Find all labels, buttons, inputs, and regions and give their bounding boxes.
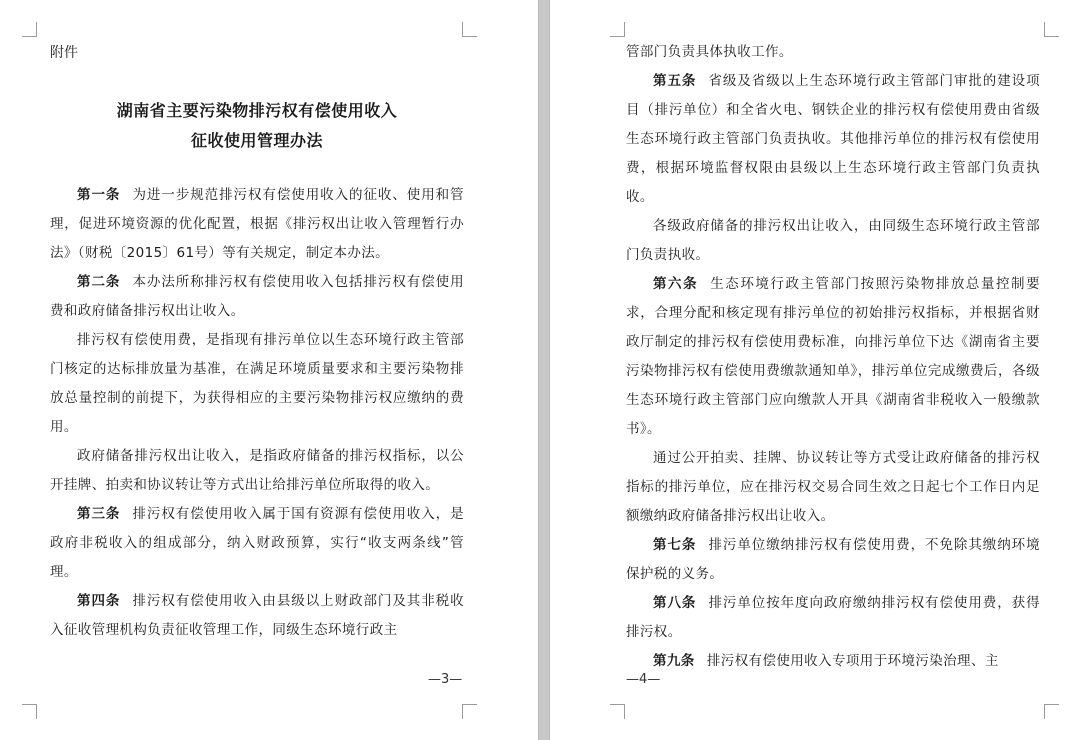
crop-mark <box>1044 704 1059 719</box>
article-heading: 第一条 <box>77 187 121 203</box>
paragraph <box>626 647 1040 676</box>
paragraph <box>50 500 464 587</box>
article-heading: 第五条 <box>653 73 697 89</box>
page-number: —4— <box>626 672 661 687</box>
paragraph <box>626 589 1040 647</box>
article-text: 排污权有偿使用收入属于国有资源有偿使用收入，是政府非税收入的组成部分，纳入财政预算，实行“收支两条线”管理。 <box>50 506 465 580</box>
article-text: 排污单位按年度向政府缴纳排污权有偿使用费，获得排污权。 <box>626 595 1041 640</box>
page-number: —3— <box>428 672 463 687</box>
crop-mark <box>22 704 37 719</box>
article-heading: 第三条 <box>77 506 121 522</box>
paragraph <box>626 531 1040 589</box>
attachment-label: 附件 <box>50 45 78 61</box>
paragraph <box>50 587 464 645</box>
article-text: 省级及省级以上生态环境行政主管部门审批的建设项目（排污单位）和全省火电、钢铁企业的排污权有偿使用费由省级生态环境行政主管部门负责执收。其他排污单位的排污权有偿使用费，根据环境监督权限由县级以上生态环境行政主管部门负责执收。 <box>626 73 1041 205</box>
article-text: 生态环境行政主管部门按照污染物排放总量控制要求，合理分配和核定现有排污单位的初始排污权指标，并根据省财政厅制定的排污权有偿使用费标准，向排污单位下达《湖南省主要污染物排污权有偿使用费缴款通知单》，排污单位完成缴费后，各级生态环境行政主管部门应向缴款人开具《湖南省非税收入一般缴款书》。 <box>626 276 1040 437</box>
article-text: 本办法所称排污权有偿使用收入包括排污权有偿使用费和政府储备排污权出让收入。 <box>50 274 465 319</box>
crop-mark <box>610 704 625 719</box>
paragraph: 政府储备排污权出让收入，是指政府储备的排污权指标，以公开挂牌、拍卖和协议转让等方式出让给排污单位所取得的收入。 <box>50 448 464 493</box>
paragraph: 各级政府储备的排污权出让收入，由同级生态环境行政主管部门负责执收。 <box>626 218 1040 263</box>
crop-mark <box>22 22 37 37</box>
article-heading: 第二条 <box>77 274 121 290</box>
article-text: 排污单位缴纳排污权有偿使用费，不免除其缴纳环境保护税的义务。 <box>626 537 1041 582</box>
article-heading: 第七条 <box>653 537 697 553</box>
page-gutter <box>538 0 550 740</box>
body-text <box>50 181 464 645</box>
paragraph: 排污权有偿使用费，是指现有排污单位以生态环境行政主管部门核定的达标排放量为基准，在满足环境质量要求和主要污染物排放总量控制的前提下，为获得相应的主要污染物排污权应缴纳的费用。 <box>50 332 464 435</box>
paragraph <box>50 181 464 268</box>
paragraph: 通过公开拍卖、挂牌、协议转让等方式受让政府储备的排污权指标的排污单位，应在排污权交易合同生效之日起七个工作日内足额缴纳政府储备排污权出让收入。 <box>626 450 1040 524</box>
crop-mark <box>462 22 477 37</box>
article-heading: 第四条 <box>77 593 121 609</box>
article-text: 为进一步规范排污权有偿使用收入的征收、使用和管理，促进环境资源的优化配置，根据《排污权出让收入管理暂行办法》（财税〔2015〕61号）等有关规定，制定本办法。 <box>50 187 465 261</box>
article-heading: 第六条 <box>653 276 699 292</box>
crop-mark <box>462 704 477 719</box>
document-title-line2: 征收使用管理办法 <box>190 131 323 150</box>
crop-mark <box>610 22 625 37</box>
crop-mark <box>1044 22 1059 37</box>
paragraph <box>626 67 1040 212</box>
article-heading: 第八条 <box>653 595 697 611</box>
body-text <box>626 38 1040 676</box>
document-title-line1: 湖南省主要污染物排污权有偿使用收入 <box>116 101 398 120</box>
article-text: 排污权有偿使用收入专项用于环境污染治理、主 <box>706 653 999 669</box>
article-text: 排污权有偿使用收入由县级以上财政部门及其非税收入征收管理机构负责征收管理工作，同级生态环境行政主 <box>50 593 465 638</box>
document-page-right <box>550 0 1076 740</box>
paragraph <box>626 270 1040 444</box>
paragraph <box>50 268 464 326</box>
paragraph: 管部门负责具体执收工作。 <box>626 44 793 60</box>
article-heading: 第九条 <box>653 653 695 669</box>
